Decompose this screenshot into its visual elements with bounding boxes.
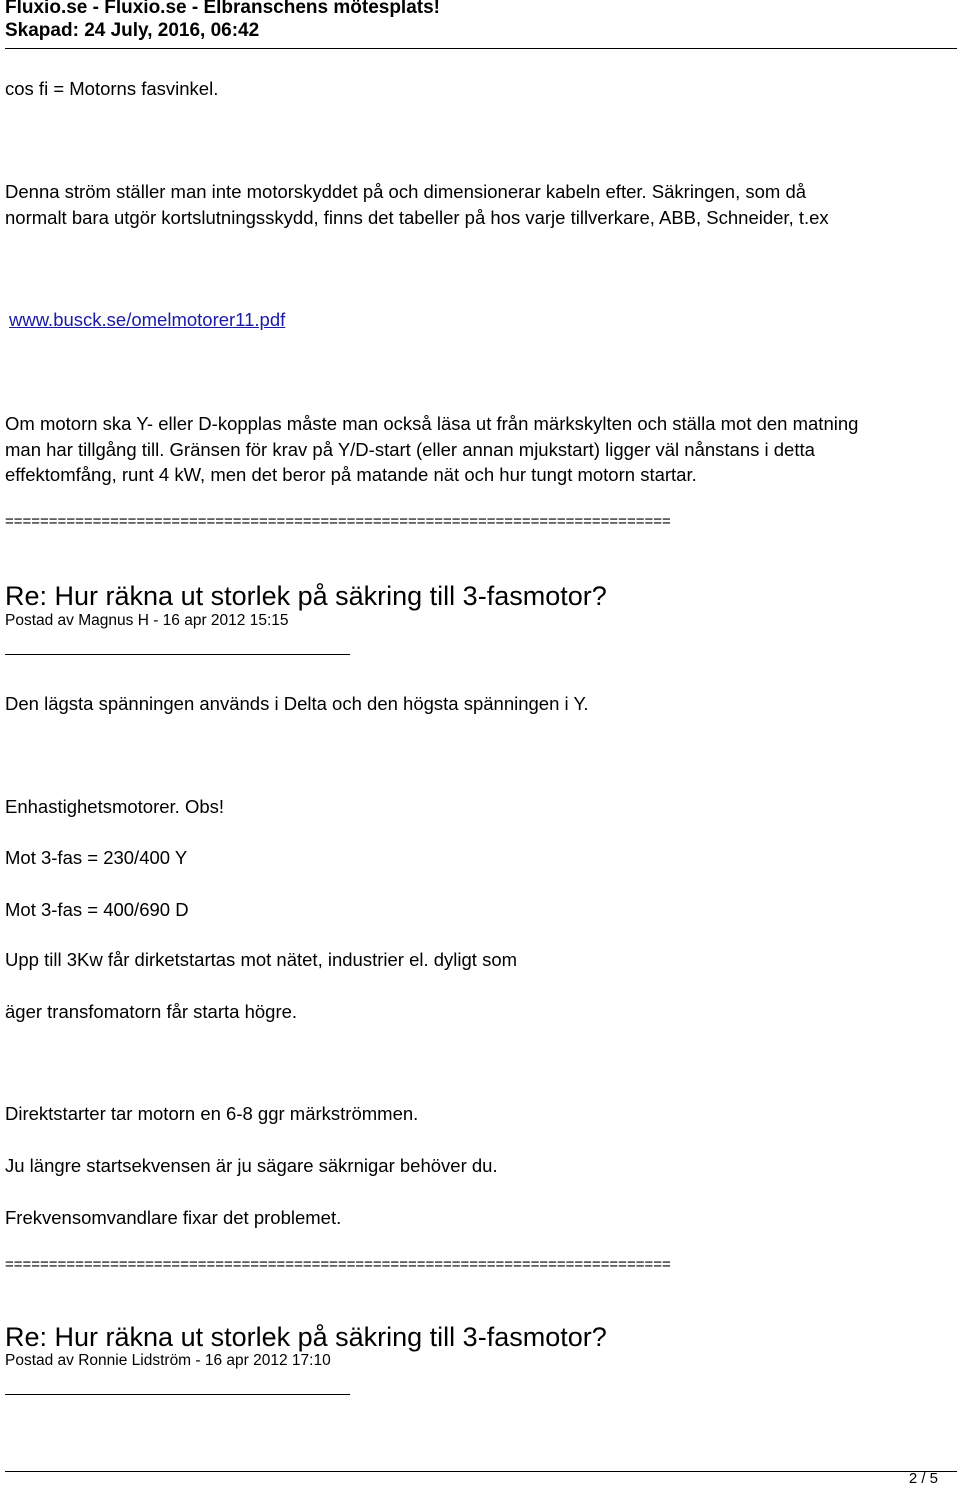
paragraph-yd-line-1: Om motorn ska Y- eller D-kopplas måste man också läsa ut från märkskylten och ställa mot den matning — [5, 413, 859, 434]
post-line: Upp till 3Kw får dirketstartas mot nätet, industrier el. dyligt som — [5, 949, 518, 970]
post-line: äger transfomatorn får starta högre. — [5, 1001, 298, 1022]
post-separator: ============================================================================ — [5, 1256, 671, 1273]
post-title: Re: Hur räkna ut storlek på säkring till 3-fasmotor? — [5, 1322, 607, 1352]
post-meta-divider — [5, 1394, 350, 1395]
paragraph-cosfi: cos fi = Motorns fasvinkel. — [5, 78, 219, 99]
header-divider — [5, 48, 957, 49]
footer-divider — [5, 1471, 957, 1472]
paragraph-yd-line-3: effektomfång, runt 4 kW, men det beror på matande nät och hur tungt motorn startar. — [5, 464, 697, 485]
created-date: Skapad: 24 July, 2016, 06:42 — [5, 20, 260, 41]
page-number: 2 / 5 — [908, 1470, 938, 1487]
post-meta: Postad av Ronnie Lidström - 16 apr 2012 17:10 — [5, 1352, 331, 1369]
post-line: Mot 3-fas = 400/690 D — [5, 899, 189, 920]
post-line: Ju längre startsekvensen är ju sägare säkrnigar behöver du. — [5, 1155, 498, 1176]
post-line: Direktstarter tar motorn en 6-8 ggr märkströmmen. — [5, 1103, 419, 1124]
post-line: Mot 3-fas = 230/400 Y — [5, 847, 188, 868]
document-title: Fluxio.se - Fluxio.se - Elbranschens mötesplats! — [5, 0, 440, 18]
post-meta-divider — [5, 654, 350, 655]
paragraph-strom-line-1: Denna ström ställer man inte motorskyddet på och dimensionerar kabeln efter. Säkringen, som då — [5, 181, 807, 202]
post-line: Den lägsta spänningen används i Delta och den högsta spänningen i Y. — [5, 693, 589, 714]
post-line: Frekvensomvandlare fixar det problemet. — [5, 1207, 342, 1228]
paragraph-yd-line-2: man har tillgång till. Gränsen för krav på Y/D-start (eller annan mjukstart) ligger väl nånstans i detta — [5, 439, 815, 460]
pdf-link[interactable]: www.busck.se/omelmotorer11.pdf — [9, 309, 286, 330]
post-line: Enhastighetsmotorer. Obs! — [5, 796, 225, 817]
post-title: Re: Hur räkna ut storlek på säkring till 3-fasmotor? — [5, 581, 607, 611]
post-meta: Postad av Magnus H - 16 apr 2012 15:15 — [5, 612, 289, 629]
paragraph-strom-line-2: normalt bara utgör kortslutningsskydd, finns det tabeller på hos varje tillverkare, ABB, Schneider, t.ex — [5, 207, 829, 228]
post-separator: ============================================================================ — [5, 513, 671, 530]
